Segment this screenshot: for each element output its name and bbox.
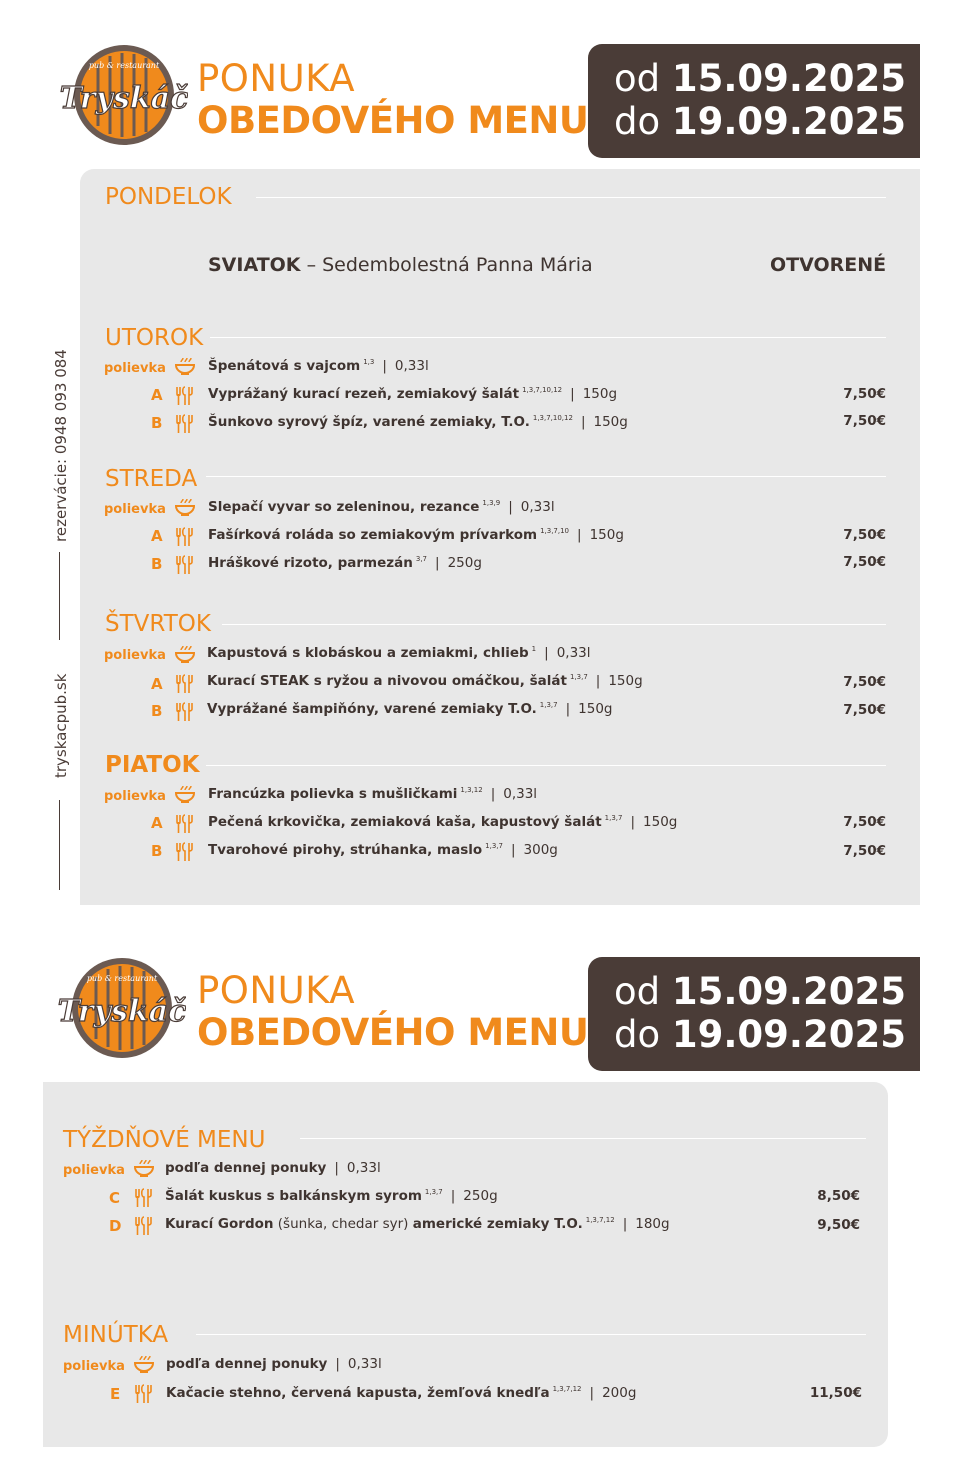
cutlery-icon <box>133 1188 155 1208</box>
option-letter: A <box>151 527 163 545</box>
svg-text:Tryskáč: Tryskáč <box>58 994 186 1029</box>
reservation-phone: rezervácie: 0948 093 084 <box>52 349 70 542</box>
option-letter: B <box>151 702 163 720</box>
svg-text:pub & restaurant: pub & restaurant <box>86 974 158 983</box>
day-tuesday: UTOROK <box>105 325 204 351</box>
svg-text:Tryskáč: Tryskáč <box>60 81 188 116</box>
divider <box>206 765 886 766</box>
option-letter: A <box>151 675 163 693</box>
title-line2: OBEDOVÉHO MENU <box>197 1011 589 1054</box>
price: 7,50€ <box>843 413 886 429</box>
menu-item: Vyprážaný kurací rezeň, zemiakový šalát $^{1,3,7,10,12}$ | 150g <box>208 386 618 402</box>
divider <box>196 1334 866 1335</box>
soup-item: podľa dennej ponuky | 0,33l <box>165 1160 381 1176</box>
option-letter: B <box>151 414 163 432</box>
cutlery-icon <box>174 702 196 722</box>
from-date: 15.09.2025 <box>671 970 906 1013</box>
option-letter: D <box>109 1217 122 1235</box>
soup-bowl-icon <box>174 497 196 517</box>
menu-item: Fašírková roláda so zemiakovým prívarkom $^{1,3,7,10}$ | 150g <box>208 527 624 543</box>
menu-item: Tvarohové pirohy, strúhanka, maslo $^{1,3,7}$ | 300g <box>208 842 558 858</box>
to-prefix: do <box>614 1013 661 1056</box>
cutlery-icon <box>174 414 196 434</box>
menu-title <box>197 969 589 1054</box>
menu-item: Hráškové rizoto, parmezán $^{3,7}$ | 250g <box>208 555 482 571</box>
divider <box>256 197 886 198</box>
option-letter: C <box>109 1189 121 1207</box>
price: 8,50€ <box>817 1188 860 1204</box>
from-date: 15.09.2025 <box>671 57 906 100</box>
menu-item: Kurací Gordon (šunka, chedar syr) americké zemiaky T.O. $^{1,3,7,12}$ | 180g <box>165 1216 670 1232</box>
side-divider <box>59 552 60 640</box>
soup-label: polievka <box>104 648 166 663</box>
menu-item: Pečená krkovička, zemiaková kaša, kapustový šalát $^{1,3,7}$ | 150g <box>208 814 678 830</box>
minutka-heading: MINÚTKA <box>63 1322 169 1348</box>
side-divider <box>59 800 60 890</box>
soup-item: podľa dennej ponuky | 0,33l <box>166 1356 382 1372</box>
price: 7,50€ <box>843 814 886 830</box>
cutlery-icon <box>174 527 196 547</box>
price: 7,50€ <box>843 702 886 718</box>
to-date: 19.09.2025 <box>671 100 906 143</box>
soup-bowl-icon <box>174 784 196 804</box>
price: 7,50€ <box>843 554 886 570</box>
divider <box>222 624 886 625</box>
date-range <box>588 957 920 1071</box>
date-range <box>588 44 920 158</box>
to-date: 19.09.2025 <box>671 1013 906 1056</box>
price: 11,50€ <box>809 1385 862 1401</box>
option-letter: E <box>110 1385 121 1403</box>
soup-item: Slepačí vyvar so zeleninou, rezance $^{1,3,9}$ | 0,33l <box>208 499 555 515</box>
holiday-note: SVIATOK – Sedembolestná Panna Mária <box>208 254 593 276</box>
price: 9,50€ <box>817 1217 860 1233</box>
menu-title <box>197 57 589 142</box>
title-line1: PONUKA <box>197 969 356 1012</box>
price: 7,50€ <box>843 674 886 690</box>
cutlery-icon <box>133 1384 155 1404</box>
website: tryskacpub.sk <box>52 673 70 778</box>
divider <box>210 337 886 338</box>
option-letter: A <box>151 814 163 832</box>
cutlery-icon <box>174 674 196 694</box>
soup-label: polievka <box>104 789 166 804</box>
option-letter: B <box>151 842 163 860</box>
side-contact <box>44 330 84 890</box>
divider <box>300 1138 866 1139</box>
from-prefix: od <box>614 970 661 1013</box>
soup-label: polievka <box>104 502 166 517</box>
menu-item: Šalát kuskus s balkánskym syrom $^{1,3,7}$ | 250g <box>165 1188 498 1204</box>
day-thursday: ŠTVRTOK <box>105 611 211 637</box>
menu-item: Vyprážané šampiňóny, varené zemiaky T.O. $^{1,3,7}$ | 150g <box>207 701 613 717</box>
open-status: OTVORENÉ <box>770 254 887 276</box>
from-prefix: od <box>614 57 661 100</box>
price: 7,50€ <box>843 843 886 859</box>
logo <box>60 42 188 148</box>
soup-bowl-icon <box>133 1354 155 1374</box>
svg-text:pub & restaurant: pub & restaurant <box>88 61 160 70</box>
soup-item: Kapustová s klobáskou a zemiakmi, chlieb $^1$ | 0,33l <box>207 645 591 661</box>
soup-item: Francúzka polievka s mušličkami $^{1,3,12}$ | 0,33l <box>208 786 538 802</box>
soup-bowl-icon <box>133 1158 155 1178</box>
divider <box>206 476 886 477</box>
weekly-heading: TÝŽDŇOVÉ MENU <box>63 1127 266 1153</box>
menu-item: Kurací STEAK s ryžou a nivovou omáčkou, šalát $^{1,3,7}$ | 150g <box>207 673 643 689</box>
soup-label: polievka <box>63 1163 125 1178</box>
to-prefix: do <box>614 100 661 143</box>
day-wednesday: STREDA <box>105 466 198 492</box>
cutlery-icon <box>174 842 196 862</box>
price: 7,50€ <box>843 386 886 402</box>
title-line2: OBEDOVÉHO MENU <box>197 99 589 142</box>
cutlery-icon <box>174 814 196 834</box>
soup-label: polievka <box>104 361 166 376</box>
option-letter: B <box>151 555 163 573</box>
soup-bowl-icon <box>174 356 196 376</box>
cutlery-icon <box>133 1216 155 1236</box>
option-letter: A <box>151 386 163 404</box>
soup-bowl-icon <box>174 644 196 664</box>
cutlery-icon <box>174 386 196 406</box>
menu-item: Kačacie stehno, červená kapusta, žemľová knedľa $^{1,3,7,12}$ | 200g <box>166 1385 637 1401</box>
day-monday: PONDELOK <box>105 184 232 210</box>
logo <box>58 955 186 1061</box>
menu-item: Šunkovo syrový špíz, varené zemiaky, T.O. $^{1,3,7,10,12}$ | 150g <box>208 414 628 430</box>
soup-label: polievka <box>63 1359 125 1374</box>
soup-item: Špenátová s vajcom $^{1,3}$ | 0,33l <box>208 358 429 374</box>
price: 7,50€ <box>843 527 886 543</box>
title-line1: PONUKA <box>197 57 356 100</box>
day-friday: PIATOK <box>105 752 200 778</box>
cutlery-icon <box>174 555 196 575</box>
